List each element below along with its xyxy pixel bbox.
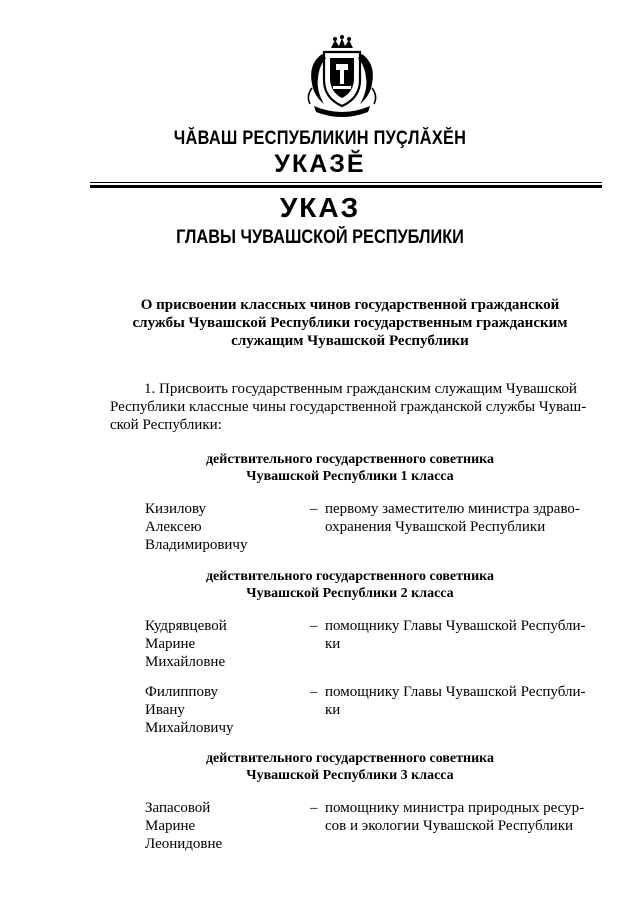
- person-position: помощнику министра природных ресур- сов и экологии Чувашской Республики: [325, 800, 585, 834]
- russian-ukaz-heading: УКАЗ: [279, 192, 361, 223]
- person-name: Кудрявцевой Марине Михайловне: [145, 618, 227, 670]
- entry-dash: –: [310, 618, 318, 634]
- entry-dash: –: [310, 501, 318, 517]
- decree-title: [100, 296, 600, 350]
- section-heading-class-3: действительного государственного советника Чувашской Республики 3 класса: [205, 751, 495, 783]
- header-divider-thin: [90, 182, 602, 183]
- decree-title-line: О присвоении классных чинов государственной гражданской: [140, 297, 560, 313]
- chuvash-header-line: ЧĂВАШ РЕСПУБЛИКИН ПУÇЛĂХĔН: [173, 128, 467, 149]
- paragraph-line: Республики классные чины государственной гражданской службы Чуваш-: [110, 399, 587, 415]
- header-divider-thick: [90, 185, 602, 188]
- decree-title-line: службы Чувашской Республики государственным гражданским: [132, 315, 568, 331]
- person-position: первому заместителю министра здраво- охранения Чувашской Республики: [325, 501, 580, 535]
- entry-dash: –: [310, 684, 318, 700]
- entry-dash: –: [310, 800, 318, 816]
- decree-paragraph-1: [110, 380, 596, 434]
- decree-title-line: служащим Чувашской Республики: [231, 333, 469, 349]
- person-position: помощнику Главы Чувашской Республи- ки: [325, 618, 586, 652]
- section-heading-class-1: действительного государственного советника Чувашской Республики 1 класса: [205, 452, 495, 484]
- person-name: Запасовой Марине Леонидовне: [145, 800, 223, 852]
- paragraph-line: ской Республики:: [110, 417, 222, 433]
- coat-of-arms-emblem: [300, 34, 384, 118]
- chuvash-ukaze-heading: УКАЗĔ: [274, 150, 366, 178]
- section-heading-class-2: действительного государственного советника Чувашской Республики 2 класса: [205, 569, 495, 601]
- person-name: Кизилову Алексею Владимировичу: [145, 501, 248, 553]
- paragraph-line: 1. Присвоить государственным гражданским служащим Чувашской: [144, 381, 577, 397]
- person-position: помощнику Главы Чувашской Республи- ки: [325, 684, 586, 718]
- person-name: Филиппову Ивану Михайловичу: [145, 684, 234, 736]
- russian-glavy-heading: ГЛАВЫ ЧУВАШСКОЙ РЕСПУБЛИКИ: [176, 227, 464, 248]
